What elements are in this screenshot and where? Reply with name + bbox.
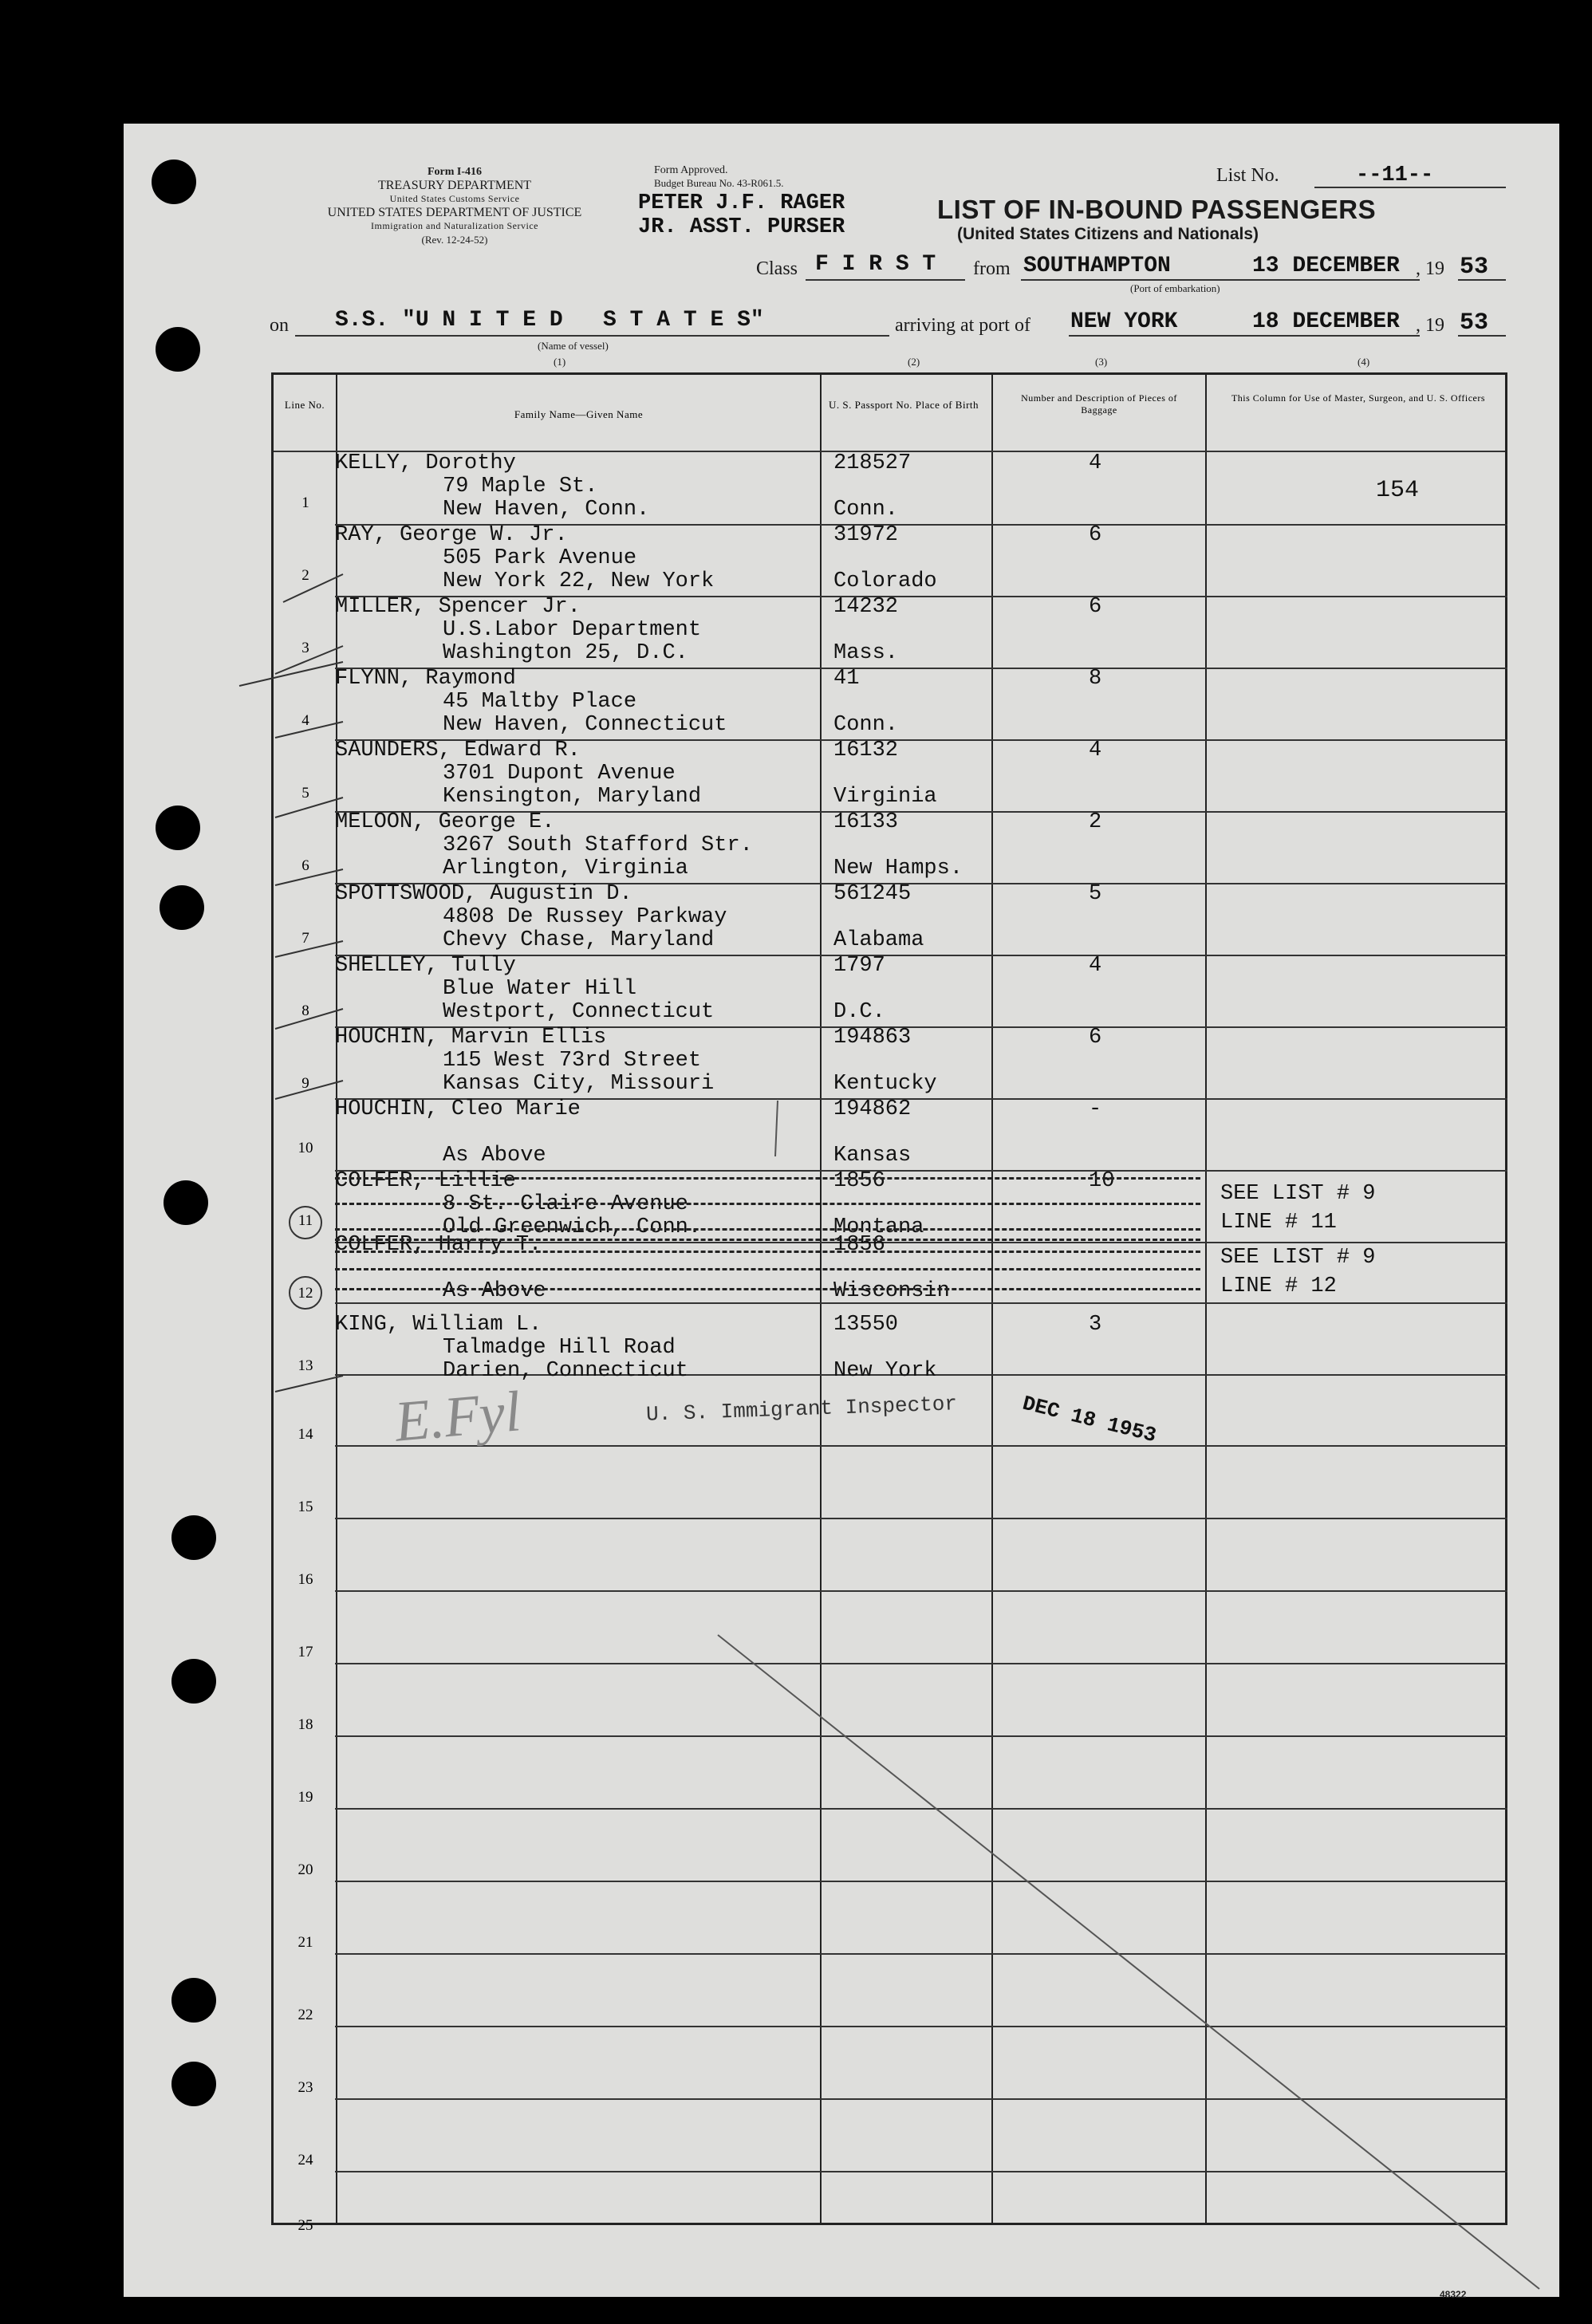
place-of-birth: New York (833, 1359, 937, 1383)
passport-number: 561245 (833, 882, 912, 906)
class-label: Class (756, 258, 798, 279)
place-of-birth: New Hamps. (833, 857, 963, 880)
baggage-count: 10 (1089, 1169, 1115, 1193)
place-of-birth: Montana (833, 1215, 924, 1239)
passenger-address-line2: Westport, Connecticut (443, 1000, 715, 1024)
place-of-birth: Wisconsin (833, 1279, 950, 1303)
from-date: 13 DECEMBER (1252, 254, 1400, 278)
manifest-subtitle: (United States Citizens and Nationals) (957, 225, 1259, 243)
customs-service: United States Customs Service (389, 193, 520, 204)
passenger-name: SAUNDERS, Edward R. (335, 739, 581, 762)
line-number: 3 (301, 640, 309, 656)
arrival-year-prefix: , 19 (1416, 315, 1444, 336)
line-number: 6 (301, 857, 309, 874)
from-label: from (973, 258, 1011, 279)
list-number: --11-- (1356, 163, 1434, 187)
passenger-address-line2: As Above (443, 1144, 546, 1168)
purser-title: JR. ASST. PURSER (638, 215, 845, 239)
passenger-address-line2: Kensington, Maryland (443, 785, 702, 809)
passport-number: 41 (833, 667, 860, 691)
passenger-address-line1: 79 Maple St. (443, 475, 598, 498)
officer-note: LINE # 12 (1220, 1274, 1337, 1298)
baggage-count: 6 (1089, 595, 1102, 619)
place-of-birth: Conn. (833, 713, 899, 737)
line-number: 15 (298, 1499, 313, 1515)
passenger-name: COLFER, Lillie (335, 1169, 516, 1193)
passenger-address-line1: Blue Water Hill (443, 977, 637, 1001)
passenger-address-line1: 8 St. Claire Avenue (443, 1192, 688, 1216)
line-number: 1 (301, 494, 309, 511)
col-num-1: (1) (554, 356, 566, 368)
line-number: 17 (298, 1644, 313, 1660)
inspector-label: U. S. Immigrant Inspector (645, 1392, 958, 1427)
from-year-prefix: , 19 (1416, 258, 1444, 279)
line-number: 16 (298, 1571, 313, 1588)
line-number: 18 (298, 1716, 313, 1733)
officer-note: LINE # 11 (1220, 1211, 1337, 1235)
arrival-date: 18 DECEMBER (1252, 309, 1400, 334)
inspection-stamp: DEC 18 1953 (1019, 1391, 1159, 1448)
port-note: (Port of embarkation) (1130, 282, 1220, 294)
passport-number: 1856 (833, 1233, 885, 1257)
passenger-address-line2: Kansas City, Missouri (443, 1072, 715, 1096)
line-number: 9 (301, 1075, 309, 1092)
line-number: 10 (298, 1140, 313, 1156)
form-approved: Form Approved. (654, 164, 728, 176)
passport-number: 16132 (833, 739, 899, 762)
justice-dept: UNITED STATES DEPARTMENT OF JUSTICE (327, 206, 582, 219)
passenger-name: HOUCHIN, Cleo Marie (335, 1097, 581, 1121)
place-of-birth: Mass. (833, 641, 899, 665)
passenger-name: KING, William L. (335, 1313, 542, 1337)
line-number: 4 (301, 712, 309, 729)
col-head-passport: U. S. Passport No. Place of Birth (828, 399, 979, 411)
line-number: 8 (301, 1002, 309, 1019)
passport-number: 31972 (833, 523, 899, 547)
side-number: 154 (1376, 477, 1420, 504)
line-number: 23 (298, 2079, 313, 2096)
baggage-count: 4 (1089, 954, 1102, 978)
passenger-address-line2: Old Greenwich, Conn. (443, 1215, 702, 1239)
passenger-address-line2: New Haven, Conn. (443, 498, 650, 522)
baggage-count: 4 (1089, 739, 1102, 762)
arriving-label: arriving at port of (895, 315, 1030, 336)
place-of-birth: Conn. (833, 498, 899, 522)
passenger-address-line2: Arlington, Virginia (443, 857, 688, 880)
ins-service: Immigration and Naturalization Service (371, 220, 538, 231)
passenger-address-line2: Chevy Chase, Maryland (443, 928, 715, 952)
form-revision: (Rev. 12-24-52) (421, 234, 488, 246)
passenger-name: FLYNN, Raymond (335, 667, 516, 691)
line-number: 5 (301, 785, 309, 802)
purser-name: PETER J.F. RAGER (638, 191, 845, 215)
passenger-name: RAY, George W. Jr. (335, 523, 568, 547)
place-of-birth: D.C. (833, 1000, 885, 1024)
passport-number: 14232 (833, 595, 899, 619)
passport-number: 13550 (833, 1313, 899, 1337)
passenger-address-line2: New York 22, New York (443, 569, 715, 593)
treasury-dept: TREASURY DEPARTMENT (377, 179, 532, 192)
form-number: Form I-416 (427, 166, 483, 178)
passport-number: 218527 (833, 451, 912, 475)
passenger-address-line1: 3267 South Stafford Str. (443, 833, 753, 857)
col-num-2: (2) (908, 356, 920, 368)
col-head-baggage: Number and Description of Pieces of Baggage (1021, 392, 1177, 416)
passenger-address-line1: U.S.Labor Department (443, 618, 702, 642)
col-num-3: (3) (1095, 356, 1108, 368)
line-number: 21 (298, 1934, 313, 1951)
col-head-officers: This Column for Use of Master, Surgeon, and U. S. Officers (1231, 392, 1486, 404)
line-number: 11 (298, 1212, 313, 1229)
passport-number: 1856 (833, 1169, 885, 1193)
col-num-4: (4) (1358, 356, 1370, 368)
passenger-address-line2: Washington 25, D.C. (443, 641, 688, 665)
passenger-address-line1: 505 Park Avenue (443, 546, 637, 570)
class-value: F I R S T (815, 252, 936, 277)
passport-number: 194863 (833, 1026, 912, 1050)
baggage-count: 6 (1089, 523, 1102, 547)
passenger-address-line1: Talmadge Hill Road (443, 1336, 676, 1360)
col-head-name: Family Name—Given Name (514, 408, 644, 420)
inspector-signature: E.Fyl (392, 1379, 524, 1454)
place-of-birth: Alabama (833, 928, 924, 952)
place-of-birth: Virginia (833, 785, 937, 809)
list-no-label: List No. (1216, 165, 1279, 186)
manifest-title: LIST OF IN-BOUND PASSENGERS (937, 195, 1377, 224)
passenger-name: COLFER, Harry T. (335, 1233, 542, 1257)
passenger-address-line1: 3701 Dupont Avenue (443, 762, 676, 786)
passenger-address-line1: 115 West 73rd Street (443, 1049, 702, 1073)
passport-number: 16133 (833, 810, 899, 834)
passenger-address-line2: New Haven, Connecticut (443, 713, 727, 737)
officer-note: SEE LIST # 9 (1220, 1246, 1376, 1270)
budget-bureau: Budget Bureau No. 43-R061.5. (654, 177, 784, 189)
passport-number: 1797 (833, 954, 885, 978)
vessel-note: (Name of vessel) (538, 340, 609, 352)
passenger-name: HOUCHIN, Marvin Ellis (335, 1026, 607, 1050)
line-number: 20 (298, 1861, 313, 1878)
baggage-count: 4 (1089, 451, 1102, 475)
baggage-count: - (1089, 1097, 1102, 1121)
passenger-address-line1: 4808 De Russey Parkway (443, 905, 727, 929)
baggage-count: 3 (1089, 1313, 1102, 1337)
line-number: 22 (298, 2007, 313, 2023)
on-label: on (270, 315, 289, 336)
arrival-year: 53 (1460, 309, 1489, 337)
line-number: 24 (298, 2152, 313, 2168)
passport-number: 194862 (833, 1097, 912, 1121)
passenger-name: SPOTTSWOOD, Augustin D. (335, 882, 632, 906)
passenger-address-line2: As Above (443, 1279, 546, 1303)
col-head-line: Line No. (284, 399, 325, 411)
from-year: 53 (1460, 254, 1489, 281)
place-of-birth: Kansas (833, 1144, 912, 1168)
footer-code: 48322 (1440, 2289, 1467, 2300)
line-number: 12 (298, 1285, 313, 1302)
place-of-birth: Kentucky (833, 1072, 937, 1096)
line-number: 2 (301, 567, 309, 584)
officer-note: SEE LIST # 9 (1220, 1182, 1376, 1206)
place-of-birth: Colorado (833, 569, 937, 593)
baggage-count: 6 (1089, 1026, 1102, 1050)
passenger-name: SHELLEY, Tully (335, 954, 516, 978)
passenger-name: MILLER, Spencer Jr. (335, 595, 581, 619)
passenger-address-line1: 45 Maltby Place (443, 690, 637, 714)
baggage-count: 8 (1089, 667, 1102, 691)
vessel-name: S.S. "U N I T E D S T A T E S" (335, 308, 764, 333)
passenger-address-line2: Darien, Connecticut (443, 1359, 688, 1383)
line-number: 19 (298, 1789, 313, 1806)
line-number: 7 (301, 930, 309, 947)
line-number: 13 (298, 1357, 313, 1374)
baggage-count: 5 (1089, 882, 1102, 906)
line-number: 14 (298, 1426, 313, 1443)
from-port: SOUTHAMPTON (1023, 254, 1171, 278)
baggage-count: 2 (1089, 810, 1102, 834)
line-number: 25 (298, 2217, 313, 2234)
passenger-name: MELOON, George E. (335, 810, 555, 834)
arrival-port: NEW YORK (1070, 309, 1178, 334)
passenger-name: KELLY, Dorothy (335, 451, 516, 475)
